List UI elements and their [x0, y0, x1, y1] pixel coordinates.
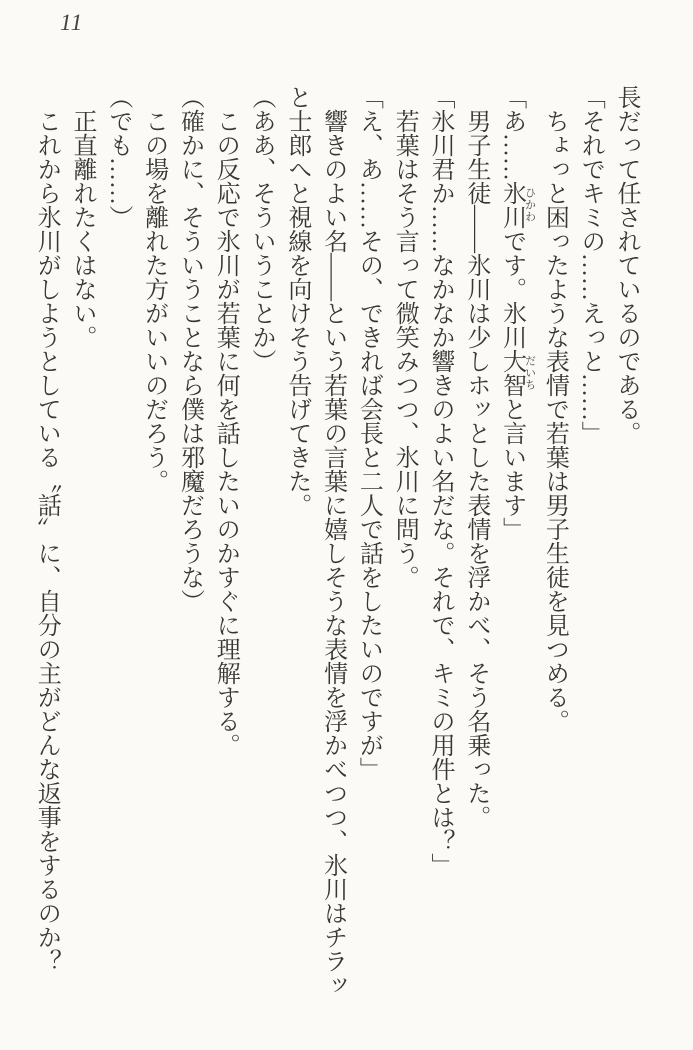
text-line: これから氷川がしようとしている〝話〟に、自分の主がどんな返事をするのか？: [33, 85, 60, 973]
text-line: ちょっと困ったような表情で若葉は男子生徒を見つめる。: [541, 85, 568, 733]
vertical-text-block: [27, 85, 643, 1011]
text-line: 「氷川君か……なかなか響きのよい名だな。それで、キミの用件とは？」: [427, 85, 454, 877]
page-number: 11: [60, 10, 84, 35]
text-line: 響きのよい名――という若葉の言葉に嬉しそうな表情を浮かべつつ、氷川はチラッと士郎へと視線を向けそう告げてきた。: [283, 85, 346, 997]
text-line: 長だって任されているのである。: [613, 85, 639, 445]
furigana-ruby: 氷川 ひかわ: [498, 181, 536, 229]
text-line: 若葉はそう言って微笑みつつ、氷川に問う。: [391, 85, 418, 589]
text-line: 「あ……氷川 ひかわです。氷川大智 だいちと言います」: [498, 85, 536, 541]
text-line: （ああ、そういうことか）: [248, 85, 275, 373]
text-line: 正直離れたくはない。: [69, 85, 96, 349]
text-line: （確かに、そういうことなら僕は邪魔だろうな）: [176, 85, 203, 613]
furigana-text: ひかわ: [523, 181, 536, 229]
text-line: この反応で氷川が若葉に何を話したいのかすぐに理解する。: [212, 85, 239, 757]
text-line: 「え、あ……その、できれば会長と二人で話をしたいのですが」: [355, 85, 382, 781]
text-line: 「それでキミの……えっと……」: [577, 85, 604, 445]
text-line: この場を離れた方がいいのだろう。: [140, 85, 167, 493]
text-line: （でも……）: [104, 85, 131, 229]
furigana-ruby: 大智 だいち: [498, 349, 536, 397]
text-line: 男子生徒――氷川は少しホッとした表情を浮かべ、そう名乗った。: [462, 85, 489, 829]
furigana-text: だいち: [523, 349, 536, 397]
